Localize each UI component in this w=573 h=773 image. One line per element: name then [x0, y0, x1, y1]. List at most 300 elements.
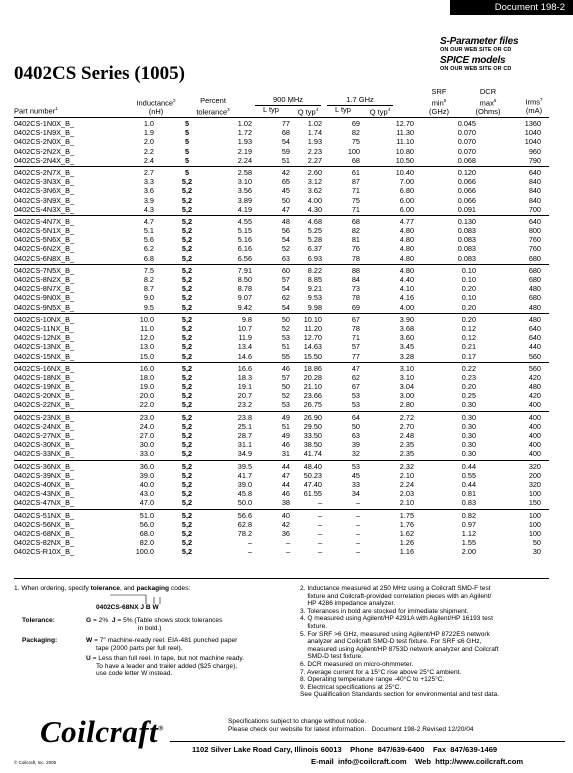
- table-cell: 0.20: [461, 314, 476, 324]
- table-cell: 15.50: [303, 351, 322, 361]
- table-cell: 5,2: [181, 235, 193, 245]
- table-cell: 3.10: [237, 177, 252, 187]
- table-cell: –: [317, 510, 322, 520]
- table-cell: 5: [184, 137, 190, 147]
- table-cell: 59: [281, 146, 290, 156]
- table-cell: 2.60: [307, 167, 322, 177]
- table-cell: 1.76: [399, 519, 414, 529]
- table-cell: 10.80: [395, 146, 414, 156]
- table-cell: 52: [281, 391, 290, 401]
- table-cell: 23.8: [237, 412, 252, 422]
- table-cell: 8.78: [237, 284, 252, 294]
- table-cell: 790: [528, 155, 541, 165]
- table-cell: 33.0: [139, 449, 154, 459]
- table-cell: 6.37: [307, 244, 322, 254]
- row-group: [14, 509, 549, 558]
- note-1: 1. When ordering, specify tolerance, and packaging codes:: [14, 585, 191, 592]
- table-cell: 54: [281, 137, 290, 147]
- table-cell: 6.00: [399, 195, 414, 205]
- table-row: [14, 520, 549, 529]
- table-cell: 0.81: [461, 489, 476, 499]
- table-cell: 1.93: [307, 137, 322, 147]
- table-cell: 14.63: [303, 342, 322, 352]
- footnote-line: 5. For SRF >6 GHz, measured using Agilent/HP 8722ES network: [300, 630, 490, 638]
- table-cell: 0.44: [461, 479, 476, 489]
- table-cell: 400: [528, 412, 541, 422]
- table-cell: 400: [528, 421, 541, 431]
- table-cell: 5,2: [181, 186, 193, 196]
- table-cell: 6.2: [143, 244, 154, 254]
- table-cell: 560: [528, 351, 541, 361]
- table-cell: 5,2: [181, 431, 193, 440]
- table-cell: 13.4: [237, 342, 252, 352]
- table-cell: 34.9: [237, 449, 252, 459]
- table-cell: 10.0: [139, 314, 154, 324]
- table-cell: 11.0: [140, 323, 154, 333]
- table-cell: 0402CS-6N2X_B_: [14, 244, 75, 254]
- table-cell: 0402CS-3N3X_B_: [14, 177, 75, 187]
- table-cell: 27.0: [139, 431, 154, 440]
- table-cell: 84: [351, 275, 360, 284]
- table-cell: 1.9: [143, 128, 154, 138]
- table-cell: 6.00: [399, 204, 414, 214]
- table-cell: 61.55: [303, 489, 322, 499]
- table-cell: 6.8: [143, 253, 154, 263]
- table-cell: 63: [281, 253, 290, 263]
- order-example-brackets: [90, 593, 200, 605]
- table-cell: 7.5: [143, 265, 154, 275]
- promo-block: [440, 36, 560, 72]
- table-cell: 0402CS-56NX_B_: [14, 519, 75, 529]
- table-cell: 0402CS-18NX_B_: [14, 372, 75, 382]
- table-cell: 5.6: [143, 235, 154, 245]
- table-row: [14, 293, 549, 302]
- footnote-line: See Qualification Standards section for environmental and test data.: [300, 691, 500, 699]
- table-cell: 0.130: [457, 216, 476, 226]
- table-cell: 760: [528, 235, 541, 245]
- footnote-line: 3. Tolerances in bold are stocked for immediate shipment.: [300, 607, 469, 615]
- order-example: 0402CS-68NX J B W: [96, 604, 159, 611]
- table-cell: 0402CS-12NX_B_: [14, 333, 75, 343]
- table-cell: 20.0: [139, 391, 154, 401]
- table-cell: 9.42: [237, 302, 252, 312]
- table-cell: 400: [528, 400, 541, 410]
- table-row: [14, 244, 549, 253]
- table-row: [14, 431, 549, 440]
- table-cell: 51: [281, 342, 290, 352]
- table-cell: 71: [351, 333, 360, 343]
- table-cell: 0.21: [461, 342, 476, 352]
- table-cell: 43.0: [139, 489, 154, 499]
- table-cell: 5,2: [181, 440, 193, 450]
- table-cell: 9.21: [307, 284, 322, 294]
- table-row: [14, 275, 549, 284]
- table-cell: 5,2: [181, 363, 193, 373]
- table-cell: 400: [528, 440, 541, 450]
- row-group: [14, 313, 549, 362]
- table-cell: 4.16: [399, 293, 414, 303]
- table-cell: 22.0: [139, 400, 154, 410]
- footnote-line: 9. Electrical specifications at 25°C.: [300, 683, 402, 691]
- table-cell: 78: [351, 253, 360, 263]
- table-cell: 3.3: [143, 177, 154, 187]
- table-row: [14, 382, 549, 391]
- table-cell: 5,2: [181, 528, 193, 538]
- table-cell: 0.10: [461, 265, 476, 275]
- table-cell: 0402CS-2N7X_B_: [14, 167, 75, 177]
- table-cell: 5.15: [237, 226, 252, 236]
- table-cell: 100: [528, 510, 541, 520]
- header-srf: SRF $\min^5$ (GHz): [429, 87, 449, 116]
- footnote-line: analyzer and Coilcraft SMD-D test fixture. For SRF ≤6 GHz,: [300, 638, 482, 646]
- table-cell: 75: [351, 195, 360, 205]
- table-cell: 3.9: [143, 195, 154, 205]
- table-cell: 18.0: [139, 372, 154, 382]
- table-cell: 47: [351, 363, 360, 373]
- table-cell: 20.7: [237, 391, 252, 401]
- table-cell: 2.10: [399, 498, 414, 508]
- table-cell: 40: [281, 510, 290, 520]
- table-cell: 2.80: [399, 400, 414, 410]
- table-cell: 47: [281, 204, 290, 214]
- table-cell: 8.50: [237, 275, 252, 284]
- table-cell: 0.066: [457, 195, 476, 205]
- table-cell: 4.3: [143, 204, 154, 214]
- table-cell: 2.23: [307, 146, 322, 156]
- table-cell: 1.02: [307, 119, 322, 128]
- table-cell: 0.12: [461, 333, 476, 343]
- table-cell: 3.10: [399, 372, 414, 382]
- table-cell: 100.0: [135, 547, 154, 557]
- table-cell: 69: [351, 302, 360, 312]
- notes-right: [300, 585, 562, 699]
- table-cell: 1.12: [461, 528, 476, 538]
- table-cell: 420: [528, 391, 541, 401]
- table-cell: 0.083: [457, 235, 476, 245]
- table-row: [14, 137, 549, 146]
- table-cell: 0402CS-24NX_B_: [14, 421, 75, 431]
- row-group: [14, 264, 549, 313]
- table-cell: 11.30: [396, 128, 414, 138]
- table-cell: 23.2: [237, 400, 252, 410]
- table-cell: 0402CS-3N9X_B_: [14, 195, 75, 205]
- header-inductance: Inductance$^2$ (nH): [136, 98, 176, 116]
- table-cell: 320: [528, 479, 541, 489]
- table-cell: 11.20: [304, 323, 322, 333]
- footnote-line: 4. Q measured using Agilent/HP 4291A with Agilent/HP 16193 test: [300, 615, 493, 623]
- header-900mhz: 900 MHz: [255, 96, 321, 106]
- table-cell: 56.6: [237, 510, 252, 520]
- table-cell: 640: [528, 216, 541, 226]
- page-title: 0402CS Series (1005): [14, 63, 185, 84]
- table-cell: 4.68: [307, 216, 322, 226]
- table-cell: 40.0: [139, 479, 154, 489]
- table-cell: 0.30: [461, 449, 476, 459]
- table-cell: 68: [351, 155, 360, 165]
- table-cell: 1.72: [237, 128, 252, 138]
- table-cell: 16.0: [139, 363, 154, 373]
- header-1-7ghz: 1.7 GHz: [327, 96, 393, 106]
- table-cell: 400: [528, 431, 541, 440]
- table-cell: 200: [528, 470, 541, 480]
- table-cell: 480: [528, 314, 541, 324]
- table-cell: 52: [281, 323, 290, 333]
- table-cell: 100: [528, 519, 541, 529]
- table-cell: 8.7: [143, 284, 154, 294]
- table-row: [14, 449, 549, 458]
- spice-subtitle: ON OUR WEB SITE OR CD: [440, 66, 512, 72]
- table-cell: 0.44: [461, 461, 476, 471]
- table-cell: 100: [528, 528, 541, 538]
- header-tolerance: Percent tolerance$^3$: [196, 96, 230, 116]
- table-cell: 31.1: [237, 440, 252, 450]
- table-cell: 0.55: [461, 470, 476, 480]
- table-row: [14, 205, 549, 214]
- table-cell: 53: [351, 461, 360, 471]
- footer-rule: [170, 741, 565, 742]
- footnote-line: 6. DCR measured on micro-ohmmeter.: [300, 660, 414, 668]
- table-cell: 680: [528, 265, 541, 275]
- table-cell: 2.24: [237, 155, 252, 165]
- table-cell: 0402CS-8N2X_B_: [14, 275, 75, 284]
- table-cell: 5,2: [181, 204, 193, 214]
- table-cell: 9.0: [143, 293, 154, 303]
- spec-table: [14, 117, 549, 557]
- table-cell: 11.10: [396, 137, 414, 147]
- table-cell: 0.20: [461, 382, 476, 392]
- table-cell: 47: [281, 470, 290, 480]
- table-cell: 7.00: [399, 177, 414, 187]
- table-cell: 3.60: [399, 333, 414, 343]
- table-cell: 5,2: [181, 372, 193, 382]
- table-cell: 5: [184, 167, 190, 177]
- table-cell: 53: [351, 400, 360, 410]
- table-cell: 19.0: [139, 382, 154, 392]
- table-cell: 25.1: [237, 421, 252, 431]
- table-cell: 57: [281, 275, 290, 284]
- email-link[interactable]: info@coilcraft.com: [338, 757, 407, 766]
- table-cell: 0402CS-R10X_B_: [14, 547, 75, 557]
- table-row: [14, 440, 549, 449]
- table-cell: 51.0: [139, 510, 154, 520]
- table-cell: 6.56: [237, 253, 252, 263]
- table-row: [14, 284, 549, 293]
- table-cell: 5: [184, 155, 190, 165]
- table-cell: 4.80: [399, 253, 414, 263]
- table-cell: 9.07: [237, 293, 252, 303]
- table-cell: 960: [528, 146, 541, 156]
- table-row: [14, 119, 549, 128]
- table-cell: 3.6: [143, 186, 154, 196]
- table-cell: 36: [281, 528, 290, 538]
- table-row: [14, 342, 549, 351]
- table-cell: 49: [281, 431, 290, 440]
- sparameter-subtitle: ON OUR WEB SITE OR CD: [440, 47, 512, 53]
- table-cell: 700: [528, 204, 541, 214]
- table-cell: 440: [528, 342, 541, 352]
- table-cell: 0.10: [461, 293, 476, 303]
- header-q-typ-900: Q typ$^4$: [297, 107, 319, 117]
- table-row: [14, 217, 549, 226]
- table-cell: 9.8: [241, 314, 252, 324]
- table-cell: 5,2: [181, 284, 193, 294]
- table-cell: 0.20: [461, 284, 476, 294]
- table-cell: 1.74: [307, 128, 322, 138]
- table-row: [14, 315, 549, 324]
- table-cell: 50: [351, 421, 360, 431]
- table-cell: 0.30: [461, 421, 476, 431]
- table-cell: 1.75: [399, 510, 414, 520]
- table-cell: –: [355, 498, 360, 508]
- sparameter-title[interactable]: S-Parameter files: [440, 36, 519, 47]
- table-cell: 21.10: [303, 382, 322, 392]
- table-cell: 12.70: [303, 333, 322, 343]
- table-cell: 0402CS-51NX_B_: [14, 510, 75, 520]
- table-cell: 49: [281, 412, 290, 422]
- table-cell: 0402CS-33NX_B_: [14, 449, 75, 459]
- table-cell: 4.00: [399, 302, 414, 312]
- table-row: [14, 168, 549, 177]
- table-cell: 2.19: [237, 146, 252, 156]
- table-cell: 4.80: [399, 235, 414, 245]
- table-cell: 30.0: [139, 440, 154, 450]
- table-cell: 54: [281, 235, 290, 245]
- registered-mark: ®: [158, 724, 164, 733]
- table-cell: 5,2: [181, 333, 193, 343]
- table-cell: 51: [281, 421, 290, 431]
- contact-line-1: 1102 Silver Lake Road Cary, Illinois 60013 Phone 847/639-6400 Fax 847/639-1469: [192, 745, 498, 754]
- table-row: [14, 529, 549, 538]
- table-cell: 12.0: [139, 333, 154, 343]
- table-row: [14, 538, 549, 547]
- table-cell: 46: [281, 363, 290, 373]
- table-cell: 0.066: [457, 177, 476, 187]
- footnote-line: 8. Operating temperature range -40°C to +125°C.: [300, 676, 445, 684]
- table-cell: 11.9: [238, 333, 252, 343]
- table-cell: 68: [351, 216, 360, 226]
- table-cell: 0.82: [461, 510, 476, 520]
- table-cell: 56: [281, 226, 290, 236]
- table-cell: 16.6: [237, 363, 252, 373]
- table-cell: 0402CS-43NX_B_: [14, 489, 75, 499]
- phone-number[interactable]: 847/639-6400: [377, 745, 425, 754]
- table-cell: 4.55: [237, 216, 252, 226]
- table-cell: 5,2: [181, 470, 193, 480]
- table-cell: –: [247, 547, 252, 557]
- table-cell: 82: [351, 128, 360, 138]
- table-cell: 480: [528, 382, 541, 392]
- table-cell: 12.70: [395, 119, 414, 128]
- table-cell: 5: [184, 128, 190, 138]
- header-l-typ-900: L typ: [263, 105, 279, 114]
- table-cell: 69: [351, 119, 360, 128]
- table-cell: 5: [184, 146, 190, 156]
- website-link[interactable]: http://www.coilcraft.com: [435, 757, 524, 766]
- header-part-number: Part number$^1$: [14, 106, 58, 116]
- table-cell: 0402CS-36NX_B_: [14, 461, 75, 471]
- table-cell: 680: [528, 275, 541, 284]
- table-cell: 10.7: [237, 323, 252, 333]
- table-cell: 81: [351, 235, 360, 245]
- table-cell: 57: [281, 372, 290, 382]
- table-cell: 41.7: [237, 470, 252, 480]
- table-row: [14, 128, 549, 137]
- table-cell: 4.80: [399, 265, 414, 275]
- table-cell: 46: [281, 440, 290, 450]
- table-cell: 5.28: [307, 235, 322, 245]
- table-cell: 5,2: [181, 314, 193, 324]
- table-cell: 5,2: [181, 265, 193, 275]
- table-cell: 50.23: [303, 470, 322, 480]
- table-cell: 3.00: [399, 391, 414, 401]
- table-cell: 71: [351, 186, 360, 196]
- table-cell: 45: [351, 470, 360, 480]
- table-cell: 0.083: [457, 244, 476, 254]
- table-cell: 34: [351, 489, 360, 499]
- table-cell: 0.070: [457, 128, 476, 138]
- table-cell: 6.16: [237, 244, 252, 254]
- table-cell: 0.22: [461, 363, 476, 373]
- packaging-codes: W = 7″ machine-ready reel. EIA-481 punched paper tape (2000 parts per full reel). U = Less than full reel. In tape, but not machine ready. To have a leader and trailer added ($25 charge), use code letter W instead.: [86, 637, 245, 678]
- copyright: © Coilcraft, Inc. 2005: [14, 760, 57, 765]
- table-cell: 0402CS-9N5X_B_: [14, 302, 75, 312]
- table-cell: 5,2: [181, 382, 193, 392]
- document-number-tab: Document 198-2: [450, 0, 573, 15]
- table-row: [14, 511, 549, 520]
- table-cell: 82.0: [139, 538, 154, 548]
- table-row: [14, 186, 549, 195]
- table-cell: 42: [281, 519, 290, 529]
- table-cell: 2.32: [399, 461, 414, 471]
- table-cell: –: [317, 547, 322, 557]
- spice-title[interactable]: SPICE models: [440, 55, 506, 66]
- table-cell: 100: [347, 146, 360, 156]
- table-cell: 0402CS-6N8X_B_: [14, 253, 75, 263]
- table-cell: 38.50: [303, 440, 322, 450]
- table-cell: 0.30: [461, 440, 476, 450]
- table-cell: 3.45: [399, 342, 414, 352]
- table-cell: 4.40: [399, 275, 414, 284]
- table-cell: 47.40: [303, 479, 322, 489]
- table-cell: 0.120: [457, 167, 476, 177]
- table-row: [14, 333, 549, 342]
- table-cell: 5.1: [143, 226, 154, 236]
- table-cell: 5,2: [181, 323, 193, 333]
- table-cell: 9.98: [307, 302, 322, 312]
- table-cell: 5,2: [181, 479, 193, 489]
- table-row: [14, 254, 549, 263]
- table-cell: 0.045: [457, 119, 476, 128]
- table-cell: 42: [281, 167, 290, 177]
- table-cell: 5,2: [181, 400, 193, 410]
- table-cell: 50: [532, 538, 541, 548]
- table-cell: 840: [528, 186, 541, 196]
- table-cell: 23.0: [139, 412, 154, 422]
- row-group: [14, 362, 549, 411]
- fax-number: 847/639-1469: [450, 745, 498, 754]
- table-row: [14, 235, 549, 244]
- table-cell: 53: [281, 333, 290, 343]
- table-cell: 54: [281, 302, 290, 312]
- table-cell: 50: [281, 195, 290, 205]
- table-cell: 1.16: [399, 547, 414, 557]
- header-q-typ-17: Q typ$^4$: [369, 107, 391, 117]
- table-cell: 0402CS-1N9X_B_: [14, 128, 75, 138]
- table-cell: 320: [528, 461, 541, 471]
- table-cell: 5,2: [181, 489, 193, 499]
- table-cell: 2.4: [143, 155, 154, 165]
- table-cell: 76: [351, 244, 360, 254]
